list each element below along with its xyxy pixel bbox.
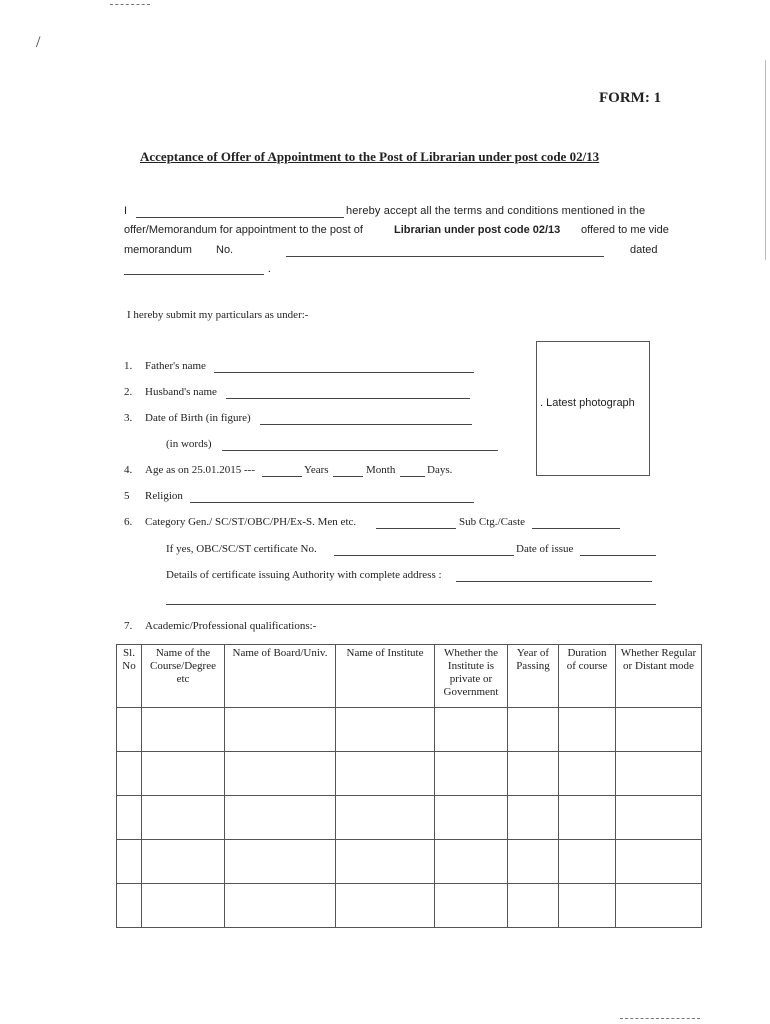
intro-line2-bold: Librarian under post code 02/13 xyxy=(394,224,561,236)
dob-words-field[interactable] xyxy=(222,450,498,451)
table-cell[interactable] xyxy=(225,840,336,884)
table-cell[interactable] xyxy=(117,708,142,752)
table-cell[interactable] xyxy=(142,840,225,884)
field6c-label: Details of certificate issuing Authority with complete address : xyxy=(166,569,442,581)
table-cell[interactable] xyxy=(616,840,702,884)
authority-address-field-2[interactable] xyxy=(166,604,656,605)
scan-mark-bottom xyxy=(620,1018,700,1019)
form-number: FORM: 1 xyxy=(599,90,662,106)
col-duration: Duration of course xyxy=(559,645,616,708)
field4-month: Month xyxy=(366,464,396,476)
table-cell[interactable] xyxy=(435,752,508,796)
table-cell[interactable] xyxy=(616,752,702,796)
husbands-name-field[interactable] xyxy=(226,398,470,399)
table-cell[interactable] xyxy=(559,708,616,752)
col-board: Name of Board/Univ. xyxy=(225,645,336,708)
col-institute-type: Whether the Institute is private or Government xyxy=(435,645,508,708)
submit-text: I hereby submit my particulars as under:- xyxy=(127,309,309,321)
intro-dated: dated xyxy=(630,244,658,256)
table-cell[interactable] xyxy=(559,796,616,840)
table-cell[interactable] xyxy=(225,752,336,796)
field4-days: Days. xyxy=(427,464,453,476)
scan-mark-top xyxy=(110,4,150,5)
date-blank[interactable] xyxy=(124,274,264,275)
table-cell[interactable] xyxy=(225,884,336,928)
table-cell[interactable] xyxy=(616,796,702,840)
age-years-field[interactable] xyxy=(262,476,302,477)
table-cell[interactable] xyxy=(336,708,435,752)
religion-field[interactable] xyxy=(190,502,474,503)
table-cell[interactable] xyxy=(117,752,142,796)
table-cell[interactable] xyxy=(117,884,142,928)
dob-figure-field[interactable] xyxy=(260,424,472,425)
table-cell[interactable] xyxy=(336,796,435,840)
table-cell[interactable] xyxy=(435,840,508,884)
intro-i: I xyxy=(124,205,128,217)
col-mode: Whether Regular or Distant mode xyxy=(616,645,702,708)
field1-num: 1. xyxy=(124,360,133,372)
field6-subcat: Sub Ctg./Caste xyxy=(459,516,526,528)
intro-line2-end: offered to me vide xyxy=(581,224,669,236)
fathers-name-field[interactable] xyxy=(214,372,474,373)
table-cell[interactable] xyxy=(508,796,559,840)
table-cell[interactable] xyxy=(142,752,225,796)
field7-label: Academic/Professional qualifications:- xyxy=(145,620,317,632)
table-cell[interactable] xyxy=(142,884,225,928)
field6b-issue: Date of issue xyxy=(516,543,574,555)
intro-line2-start: offer/Memorandum for appointment to the post of xyxy=(124,224,363,236)
form-heading: Acceptance of Offer of Appointment to the Post of Librarian under post code 02/13 xyxy=(140,149,600,164)
table-row xyxy=(117,796,702,840)
field5-label: Religion xyxy=(145,490,183,502)
field3b-label: (in words) xyxy=(166,438,212,450)
table-header-row xyxy=(117,645,702,708)
table-cell[interactable] xyxy=(225,708,336,752)
certificate-number-field[interactable] xyxy=(334,555,514,556)
table-cell[interactable] xyxy=(616,884,702,928)
col-institute: Name of Institute xyxy=(336,645,435,708)
scan-edge-right xyxy=(765,60,766,260)
field3-num: 3. xyxy=(124,412,133,424)
table-cell[interactable] xyxy=(117,840,142,884)
field6b-label: If yes, OBC/SC/ST certificate No. xyxy=(166,543,317,555)
col-course: Name of the Course/Degree etc xyxy=(142,645,225,708)
table-cell[interactable] xyxy=(435,796,508,840)
table-cell[interactable] xyxy=(508,752,559,796)
date-of-issue-field[interactable] xyxy=(580,555,656,556)
table-cell[interactable] xyxy=(435,884,508,928)
table-cell[interactable] xyxy=(508,884,559,928)
field4-num: 4. xyxy=(124,464,133,476)
category-field[interactable] xyxy=(376,528,456,529)
table-cell[interactable] xyxy=(508,708,559,752)
field2-label: Husband's name xyxy=(145,386,217,398)
age-month-field[interactable] xyxy=(333,476,363,477)
table-row xyxy=(117,884,702,928)
table-cell[interactable] xyxy=(559,752,616,796)
intro-memorandum: memorandum xyxy=(124,244,192,256)
table-cell[interactable] xyxy=(117,796,142,840)
table-cell[interactable] xyxy=(142,708,225,752)
intro-line1: hereby accept all the terms and conditions mentioned in the xyxy=(346,205,646,217)
field4-label: Age as on 25.01.2015 --- xyxy=(145,464,255,476)
table-cell[interactable] xyxy=(435,708,508,752)
table-cell[interactable] xyxy=(336,884,435,928)
table-cell[interactable] xyxy=(336,752,435,796)
table-cell[interactable] xyxy=(508,840,559,884)
table-cell[interactable] xyxy=(559,840,616,884)
photo-label: . Latest photograph xyxy=(540,397,635,409)
intro-no: No. xyxy=(216,244,234,256)
field1-label: Father's name xyxy=(145,360,206,372)
authority-address-field[interactable] xyxy=(456,581,652,582)
field6-num: 6. xyxy=(124,516,133,528)
table-row xyxy=(117,840,702,884)
table-cell[interactable] xyxy=(225,796,336,840)
qualifications-table xyxy=(116,644,702,928)
table-cell[interactable] xyxy=(559,884,616,928)
table-row xyxy=(117,752,702,796)
field5-num: 5 xyxy=(124,490,130,502)
sub-category-field[interactable] xyxy=(532,528,620,529)
table-cell[interactable] xyxy=(142,796,225,840)
field2-num: 2. xyxy=(124,386,133,398)
table-row xyxy=(117,708,702,752)
table-cell[interactable] xyxy=(616,708,702,752)
field6-label: Category Gen./ SC/ST/OBC/PH/Ex-S. Men etc. xyxy=(145,516,357,528)
field7-num: 7. xyxy=(124,620,133,632)
col-sl-no: Sl. No xyxy=(117,645,142,708)
scan-mark-slash: / xyxy=(36,34,41,51)
intro-dot: . xyxy=(268,263,271,275)
field3-label: Date of Birth (in figure) xyxy=(145,412,251,424)
table-cell[interactable] xyxy=(336,840,435,884)
col-year: Year of Passing xyxy=(508,645,559,708)
age-days-field[interactable] xyxy=(400,476,425,477)
name-blank[interactable] xyxy=(136,217,344,218)
field4-years: Years xyxy=(304,464,329,476)
memo-number-blank[interactable] xyxy=(286,256,604,257)
